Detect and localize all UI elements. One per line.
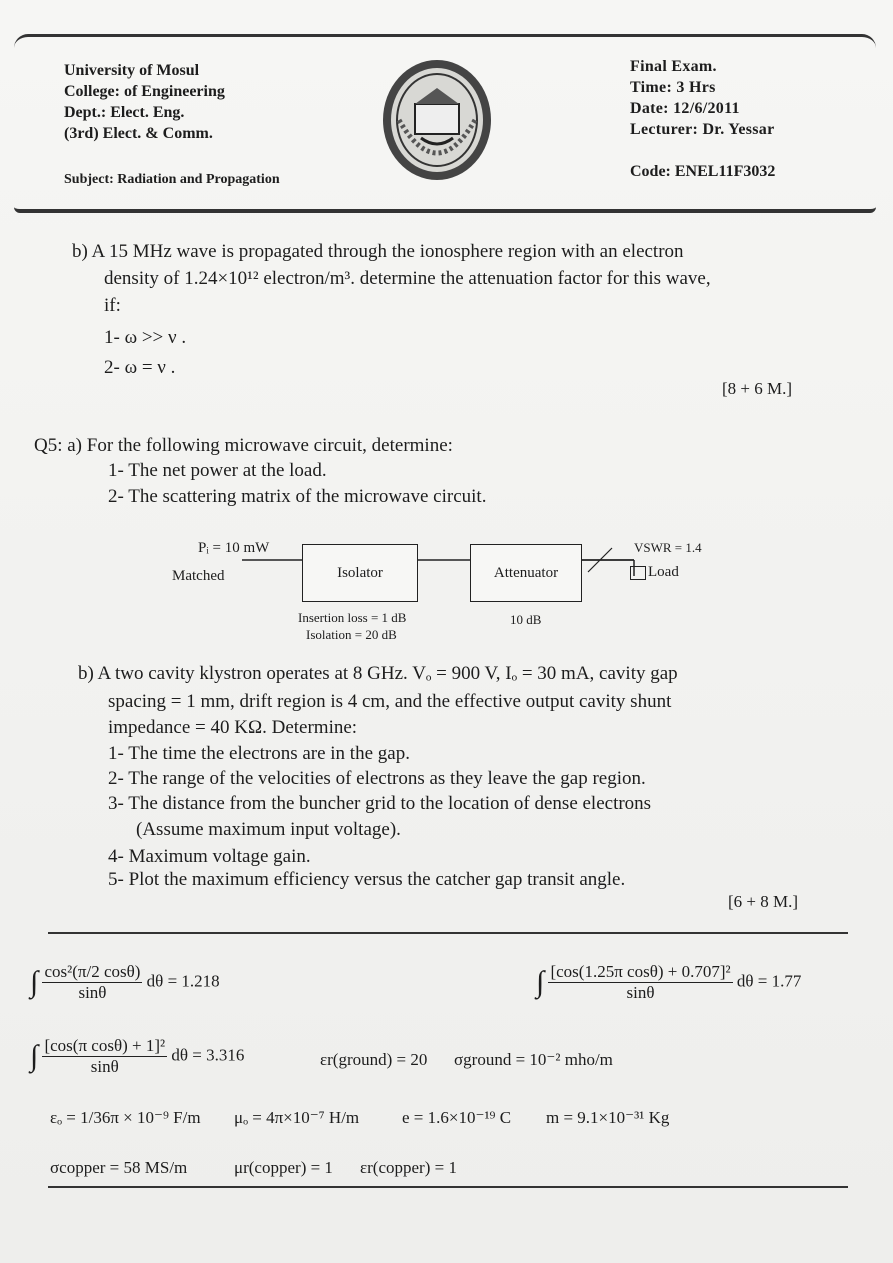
electron-mass: m = 9.1×10⁻³¹ Kg <box>546 1108 670 1127</box>
source-matched: Matched <box>172 568 225 584</box>
exam-date: Date: 12/6/2011 <box>630 100 740 117</box>
department: Dept.: Elect. Eng. <box>64 104 185 121</box>
lecturer: Lecturer: Dr. Yessar <box>630 121 775 138</box>
q5b-line2: spacing = 1 mm, drift region is 4 cm, and the effective output cavity shunt <box>108 691 672 712</box>
isolator-insertion-loss: Insertion loss = 1 dB <box>298 610 407 625</box>
eps0: εₒ = 1/36π × 10⁻⁹ F/m <box>50 1108 201 1127</box>
q4b-item2: 2- ω = ν . <box>104 357 176 378</box>
header-right <box>630 56 774 140</box>
integral-1: ∫ $\frac{\text{cos²(π/2 cosθ)}}{\sin\theta}$ dθ = 1.218 <box>30 962 220 1002</box>
load-vswr: VSWR = 1.4 <box>634 540 702 555</box>
q5b-line1: b) A two cavity klystron operates at 8 GHz. Vₒ = 900 V, Iₒ = 30 mA, cavity gap <box>78 663 678 684</box>
university-name: University of Mosul <box>64 62 200 79</box>
q5b-item3a: 3- The distance from the buncher grid to the location of dense electrons <box>108 793 652 814</box>
bottom-divider <box>48 1186 848 1188</box>
electron-charge: e = 1.6×10⁻¹⁹ C <box>402 1108 512 1127</box>
int1-denominator: sinθ <box>78 983 107 1002</box>
attenuator-block <box>470 544 582 602</box>
er-ground: εr(ground) = 20 <box>320 1050 428 1069</box>
load-symbol <box>630 566 646 580</box>
source-power: Pᵢ = 10 mW <box>198 540 270 556</box>
q5b-item5: 5- Plot the maximum efficiency versus the catcher gap transit angle. <box>108 869 626 890</box>
exam-type: Final Exam. <box>630 58 717 75</box>
q5b-item3b: (Assume maximum input voltage). <box>136 819 401 840</box>
university-logo <box>381 58 493 182</box>
int3-numerator: [cos(π cosθ) + 1]² <box>44 1036 166 1055</box>
q5b-marks: [6 + 8 M.] <box>728 892 799 911</box>
q5b-item4: 4- Maximum voltage gain. <box>108 846 311 867</box>
isolator-block <box>302 544 418 602</box>
int1-numerator: cos²(π/2 cosθ) <box>44 962 141 981</box>
q4b-line2: density of 1.24×10¹² electron/m³. determine the attenuation factor for this wave, <box>104 268 711 289</box>
int2-numerator: [cos(1.25π cosθ) + 0.707]² <box>550 962 731 981</box>
q4b-marks: [8 + 6 M.] <box>722 379 793 398</box>
q5b-item2: 2- The range of the velocities of electrons as they leave the gap region. <box>108 768 646 789</box>
attenuator-value: 10 dB <box>510 612 542 627</box>
isolator-isolation: Isolation = 20 dB <box>306 627 397 642</box>
integral-2: ∫ $\frac{\text{[cos(1.25π cosθ) + 0.707]²}}{\sin\theta}$ dθ = 1.77 <box>536 962 802 1002</box>
q4b-item1: 1- ω >> ν . <box>104 327 187 348</box>
course-code: Code: ENEL11F3032 <box>630 163 776 180</box>
formula-divider <box>48 932 848 934</box>
header-left <box>64 60 225 144</box>
int1-value: dθ = 1.218 <box>146 971 220 991</box>
integral-3: ∫ $\frac{\text{[cos(π cosθ) + 1]²}}{\sin\theta}$ dθ = 3.316 <box>30 1036 245 1076</box>
sigma-copper: σcopper = 58 MS/m <box>50 1158 188 1177</box>
q5a-item2: 2- The scattering matrix of the microwave circuit. <box>108 486 487 507</box>
mu-copper: μr(copper) = 1 <box>234 1158 333 1177</box>
int2-value: dθ = 1.77 <box>736 971 802 991</box>
exam-time: Time: 3 Hrs <box>630 79 716 96</box>
q5a-item1: 1- The net power at the load. <box>108 460 327 481</box>
stage: (3rd) Elect. & Comm. <box>64 125 213 142</box>
q5a-heading: Q5: a) For the following microwave circuit, determine: <box>34 435 453 456</box>
q4b-line3: if: <box>104 295 121 316</box>
q5b-line3: impedance = 40 KΩ. Determine: <box>108 717 358 738</box>
int2-denominator: sinθ <box>626 983 655 1002</box>
int3-value: dθ = 3.316 <box>171 1045 245 1065</box>
er-copper: εr(copper) = 1 <box>360 1158 457 1177</box>
q4b-line1: b) A 15 MHz wave is propagated through the ionosphere region with an electron <box>72 241 684 262</box>
college-name: College: of Engineering <box>64 83 225 100</box>
subject: Subject: Radiation and Propagation <box>64 172 280 187</box>
sigma-ground: σground = 10⁻² mho/m <box>454 1050 613 1069</box>
load-label: Load <box>648 564 679 580</box>
microwave-circuit <box>170 530 730 650</box>
attenuator-label: Attenuator <box>493 564 559 581</box>
mu0: μₒ = 4π×10⁻⁷ H/m <box>234 1108 360 1127</box>
int3-denominator: sinθ <box>90 1057 119 1076</box>
isolator-label: Isolator <box>337 564 383 581</box>
q5b-item1: 1- The time the electrons are in the gap. <box>108 743 410 764</box>
